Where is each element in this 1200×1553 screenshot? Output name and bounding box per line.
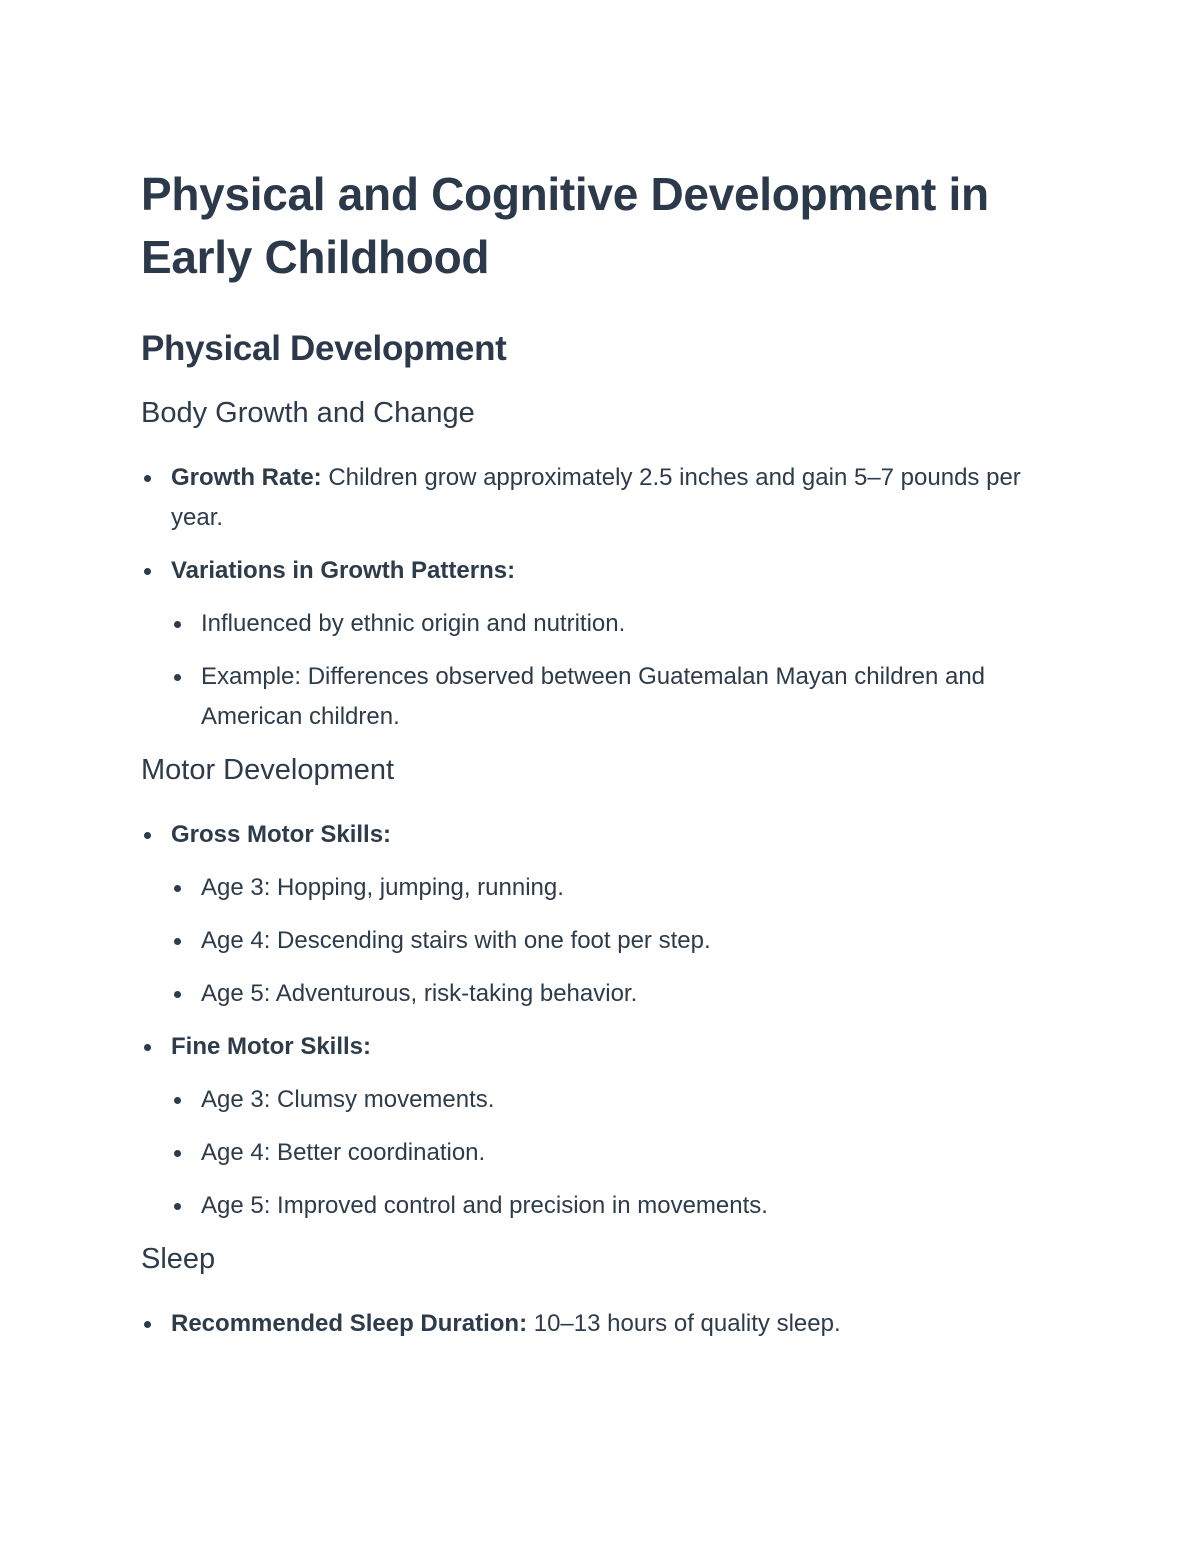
list-item	[171, 1186, 1061, 1226]
list-item	[171, 1133, 1061, 1173]
recommended-sleep-label: Recommended Sleep Duration:	[171, 1310, 528, 1337]
document-page	[141, 163, 1061, 1357]
fine-motor-label: Fine Motor Skills:	[171, 1033, 372, 1060]
bullet-icon	[144, 568, 151, 575]
variations-sublist	[171, 604, 1061, 737]
list-item	[171, 657, 1061, 737]
growth-rate-text: Children grow approximately 2.5 inches and gain 5–7 pounds per year.	[171, 464, 1021, 531]
variations-label: Variations in Growth Patterns:	[171, 557, 516, 584]
list-item-gross-motor	[141, 815, 1061, 1014]
subsection-heading-sleep: Sleep	[141, 1243, 216, 1275]
bullet-icon	[144, 1321, 151, 1328]
bullet-icon	[174, 1203, 181, 1210]
page-title: Physical and Cognitive Development in Early Childhood	[141, 168, 989, 283]
gross-motor-label: Gross Motor Skills:	[171, 821, 392, 848]
subsection-heading-body-growth: Body Growth and Change	[141, 397, 475, 429]
bullet-icon	[174, 1097, 181, 1104]
gross-motor-item-text: Age 3: Hopping, jumping, running.	[201, 874, 564, 901]
section-heading-physical-development: Physical Development	[141, 329, 507, 368]
list-item-fine-motor	[141, 1027, 1061, 1226]
sleep-list	[141, 1304, 1061, 1344]
bullet-icon	[174, 885, 181, 892]
list-item-variations	[141, 551, 1061, 737]
list-item-growth-rate	[141, 458, 1061, 538]
variation-item-text: Influenced by ethnic origin and nutrition.	[201, 610, 626, 637]
recommended-sleep-text: 10–13 hours of quality sleep.	[527, 1310, 841, 1337]
list-item	[171, 921, 1061, 961]
bullet-icon	[174, 991, 181, 998]
list-item	[171, 868, 1061, 908]
list-item	[171, 604, 1061, 644]
growth-rate-label: Growth Rate:	[171, 464, 322, 491]
fine-motor-sublist	[171, 1080, 1061, 1226]
list-item	[171, 1080, 1061, 1120]
bullet-icon	[174, 938, 181, 945]
bullet-icon	[174, 674, 181, 681]
bullet-icon	[144, 832, 151, 839]
gross-motor-item-text: Age 4: Descending stairs with one foot per step.	[201, 927, 711, 954]
motor-list	[141, 815, 1061, 1226]
variation-item-text: Example: Differences observed between Guatemalan Mayan children and American children.	[201, 663, 986, 730]
gross-motor-sublist	[171, 868, 1061, 1014]
subsection-heading-motor-development: Motor Development	[141, 754, 395, 786]
bullet-icon	[174, 1150, 181, 1157]
body-growth-list	[141, 458, 1061, 737]
fine-motor-item-text: Age 3: Clumsy movements.	[201, 1086, 495, 1113]
gross-motor-item-text: Age 5: Adventurous, risk-taking behavior.	[201, 980, 638, 1007]
fine-motor-item-text: Age 5: Improved control and precision in movements.	[201, 1192, 768, 1219]
bullet-icon	[144, 475, 151, 482]
bullet-icon	[174, 621, 181, 628]
fine-motor-item-text: Age 4: Better coordination.	[201, 1139, 486, 1166]
list-item	[171, 974, 1061, 1014]
list-item-recommended-sleep	[141, 1304, 1061, 1344]
bullet-icon	[144, 1044, 151, 1051]
